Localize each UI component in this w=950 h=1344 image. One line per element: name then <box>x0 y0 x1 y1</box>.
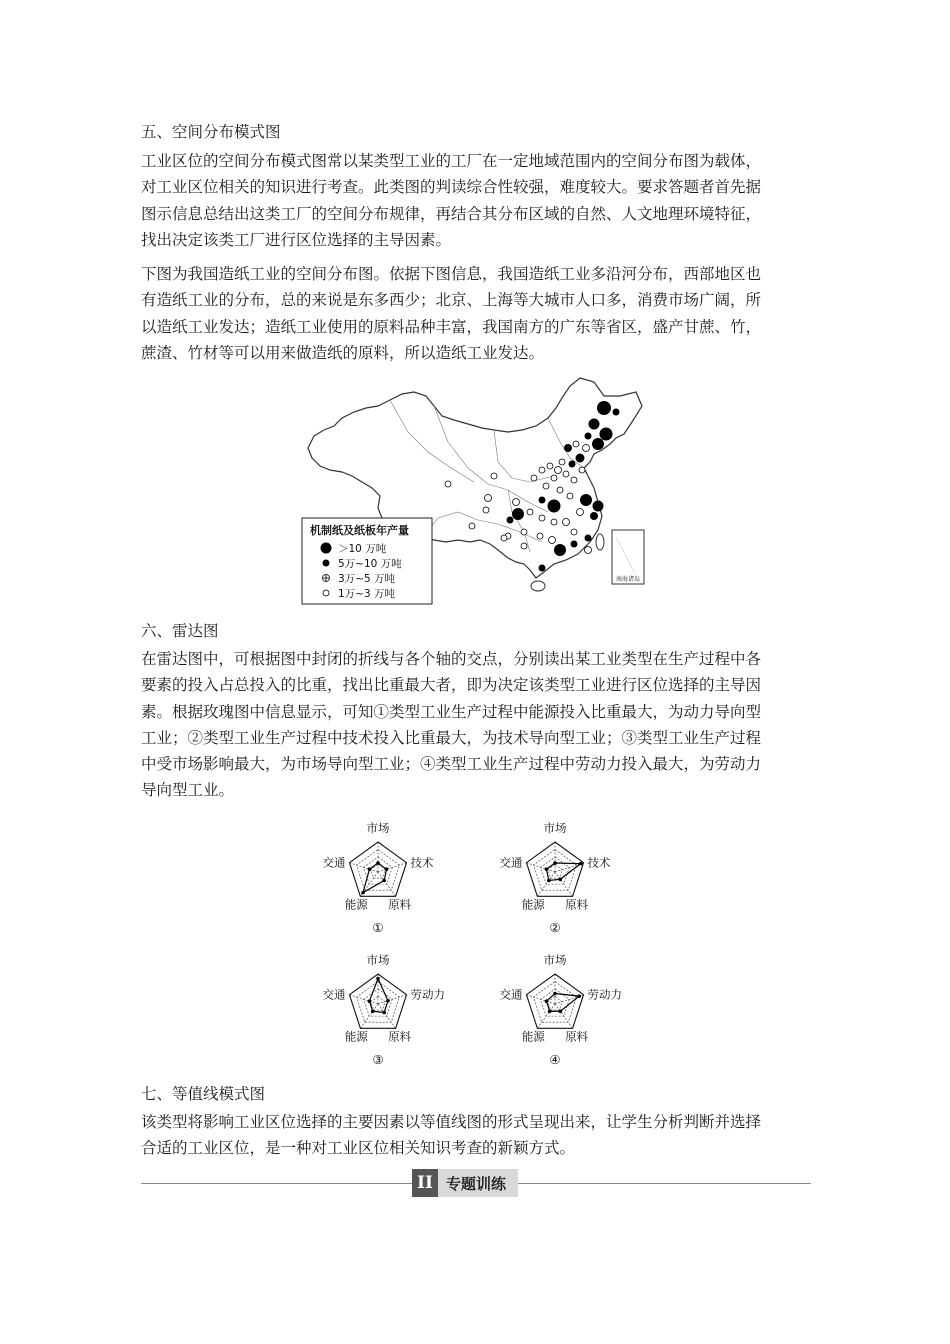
factory-medium <box>569 461 576 468</box>
text-line: 在雷达图中，可根据图中封闭的折线与各个轴的交点，分别读出某工业类型在生产过程中各 <box>141 650 762 668</box>
text-line: 图示信息总结出这类工厂的空间分布规律，再结合其分布区域的自然、人文地理环境特征， <box>141 204 762 223</box>
banner-roman-numeral: II <box>412 1169 438 1197</box>
factory-large <box>580 494 592 506</box>
text-line: 合适的工业区位，是一种对工业区位相关知识考查的新颖方式。 <box>141 1139 576 1158</box>
factory-large <box>554 544 566 556</box>
radar-data-point <box>577 994 581 998</box>
factory-medium <box>590 512 598 520</box>
radar-data-point <box>382 879 386 883</box>
factory-large <box>593 501 604 512</box>
factory-small <box>557 487 563 493</box>
radar-chart-number: ② <box>549 920 561 935</box>
factory-cross <box>585 547 592 554</box>
radar-axis-label: 市场 <box>543 821 567 835</box>
radar-data-point <box>368 867 372 871</box>
radar-data-line <box>546 994 579 1012</box>
radar-axis-label: 市场 <box>366 953 390 967</box>
radar-axis-label: 市场 <box>366 821 390 835</box>
radar-grid-ring <box>534 982 577 1023</box>
factory-small <box>567 493 573 499</box>
text-line: 要素的投入占总投入的比重，找出比重最大者，即为决定该类型工业进行区位选择的主导因 <box>141 676 762 695</box>
factory-large <box>597 401 611 415</box>
factory-cross <box>583 445 590 452</box>
radar-data-point <box>361 891 365 895</box>
factory-large <box>512 508 524 520</box>
factory-small <box>491 473 497 479</box>
factory-small <box>547 463 553 469</box>
section-5-title: 五、空间分布模式图 <box>141 123 281 141</box>
radar-chart-number: ① <box>372 920 384 935</box>
factory-large <box>600 428 613 441</box>
section-6-title: 六、雷达图 <box>141 622 219 640</box>
radar-chart-1 <box>323 821 434 935</box>
factory-cross <box>513 499 520 506</box>
radar-data-point <box>579 862 583 866</box>
radar-data-point <box>547 879 551 883</box>
factory-small <box>559 459 565 465</box>
radar-data-point <box>385 867 389 871</box>
factory-large <box>548 500 561 513</box>
taiwan-island <box>596 534 604 550</box>
factory-medium <box>571 541 578 548</box>
inset-label: 南海诸岛 <box>615 576 641 583</box>
legend-symbol-small <box>323 590 329 596</box>
section-5-paragraph-2 <box>141 261 813 366</box>
radar-data-point <box>545 999 549 1003</box>
factory-small <box>527 509 533 515</box>
radar-grid-ring <box>357 982 400 1023</box>
radar-chart-3 <box>323 953 446 1067</box>
text-line: 工业区位的空间分布模式图常以某类型工业的工厂在一定地域范围内的空间分布图为载体， <box>141 152 762 170</box>
hainan-island <box>531 581 545 591</box>
text-line: 该类型将影响工业区位选择的主要因素以等值线图的形式呈现出来，让学生分析判断并选择 <box>141 1113 762 1131</box>
factory-medium <box>613 409 620 416</box>
radar-chart-number: ④ <box>549 1052 561 1067</box>
radar-axis-label: 交通 <box>322 855 346 870</box>
legend-item: 1万~3 万吨 <box>338 588 395 600</box>
factory-small <box>445 481 451 487</box>
factory-small <box>537 533 543 539</box>
factory-medium <box>585 433 592 440</box>
factory-cross <box>555 467 562 474</box>
factory-cross <box>485 495 492 502</box>
factory-small <box>551 475 557 481</box>
radar-axis-label: 能源 <box>521 897 545 912</box>
factory-medium <box>539 565 546 572</box>
text-line: 有造纸工业的分布，总的来说是东多西少；北京、上海等大城市人口多，消费市场广阔，所 <box>141 291 762 310</box>
factory-small <box>483 507 489 513</box>
legend-item: 5万~10 万吨 <box>338 558 402 570</box>
factory-small <box>521 529 527 535</box>
section-5-paragraph-1 <box>141 148 813 253</box>
radar-axis-label: 交通 <box>322 987 346 1002</box>
factory-cross <box>577 509 584 516</box>
radar-data-point <box>368 999 372 1003</box>
factory-small <box>573 441 579 447</box>
radar-axis-label: 交通 <box>499 855 523 870</box>
factory-medium <box>576 454 585 463</box>
radar-data-point <box>558 1009 562 1013</box>
factory-small <box>551 519 557 525</box>
radar-grid-ring <box>534 850 577 891</box>
radar-axis-label: 劳动力 <box>587 987 622 1002</box>
radar-data-line <box>369 979 388 1013</box>
factory-small <box>531 475 537 481</box>
factory-small <box>539 515 545 521</box>
legend-item: ＞10 万吨 <box>338 543 387 555</box>
radar-chart-4 <box>500 953 623 1067</box>
radar-data-point <box>376 977 380 981</box>
factory-small <box>563 471 569 477</box>
radar-axis-label: 原料 <box>388 897 412 912</box>
radar-chart-number: ③ <box>372 1052 384 1067</box>
legend-symbol-medium <box>323 560 330 567</box>
factory-small <box>539 467 545 473</box>
radar-axis-label: 能源 <box>521 1029 545 1044</box>
factory-small <box>543 483 549 489</box>
radar-axis-label: 交通 <box>499 987 523 1002</box>
section-7-title: 七、等值线模式图 <box>141 1085 266 1103</box>
factory-small <box>579 467 585 473</box>
section-6-paragraph <box>141 646 813 804</box>
text-line: 工业；②类型工业生产过程中技术投入比重最大，为技术导向型工业；③类型工业生产过程 <box>141 728 762 747</box>
factory-small <box>571 477 577 483</box>
factory-large <box>589 419 600 430</box>
radar-data-point <box>382 1011 386 1015</box>
text-line: 导向型工业。 <box>141 781 235 800</box>
radar-data-point <box>548 1009 552 1013</box>
radar-axis-label: 原料 <box>565 1029 589 1044</box>
radar-data-point <box>371 1009 375 1013</box>
text-line: 素。根据玫瑰图中信息显示，可知①类型工业生产过程中能源投入比重最大，为动力导向型 <box>141 702 762 721</box>
factory-medium <box>585 535 592 542</box>
factory-large <box>592 438 604 450</box>
text-line: 找出决定该类工厂进行区位选择的主导因素。 <box>141 230 452 249</box>
text-line: 中受市场影响最大，为市场导向型工业；④类型工业生产过程中劳动力投入最大，为劳动力 <box>141 755 762 774</box>
radar-chart-2 <box>500 821 611 935</box>
radar-data-point <box>553 861 557 865</box>
radar-axis-label: 技术 <box>587 855 611 870</box>
radar-axis-label: 能源 <box>344 1029 368 1044</box>
factory-small <box>571 529 577 535</box>
radar-data-point <box>376 861 380 865</box>
radar-axis-label: 市场 <box>543 953 567 967</box>
factory-small <box>469 523 475 529</box>
text-line: 下图为我国造纸工业的空间分布图。依据下图信息，我国造纸工业多沿河分布，西部地区也 <box>141 265 762 283</box>
banner-label: 专题训练 <box>438 1169 518 1197</box>
text-line: 以造纸工业发达；造纸工业使用的原料品种丰富，我国南方的广东等省区，盛产甘蔗、竹， <box>141 317 762 336</box>
legend-item: 3万~5 万吨 <box>338 573 395 585</box>
radar-axis-label: 劳动力 <box>410 987 445 1002</box>
legend-title: 机制纸及纸板年产量 <box>310 524 409 537</box>
text-line: 对工业区位相关的知识进行考查。此类图的判读综合性较强，难度较大。要求答题者首先据 <box>141 178 762 197</box>
radar-data-point <box>558 877 562 881</box>
paper-industry-map <box>298 372 648 610</box>
factory-cross <box>549 537 556 544</box>
radar-charts <box>310 814 650 1078</box>
legend-symbol-large <box>321 543 332 554</box>
radar-data-point <box>386 999 390 1003</box>
radar-axis-label: 技术 <box>410 855 434 870</box>
factory-medium <box>564 444 572 452</box>
factory-small <box>521 543 527 549</box>
factory-medium <box>539 497 546 504</box>
radar-axis-label: 能源 <box>344 897 368 912</box>
radar-axis-label: 原料 <box>388 1029 412 1044</box>
section-7-paragraph <box>141 1109 813 1162</box>
factory-small <box>501 535 507 541</box>
radar-data-point <box>545 867 549 871</box>
section-banner <box>412 1169 518 1197</box>
radar-data-point <box>553 992 557 996</box>
radar-axis-label: 原料 <box>565 897 589 912</box>
factory-cross <box>563 519 570 526</box>
factory-medium <box>507 517 514 524</box>
text-line: 蔗渣、竹材等可以用来做造纸的原料，所以造纸工业发达。 <box>141 343 545 362</box>
